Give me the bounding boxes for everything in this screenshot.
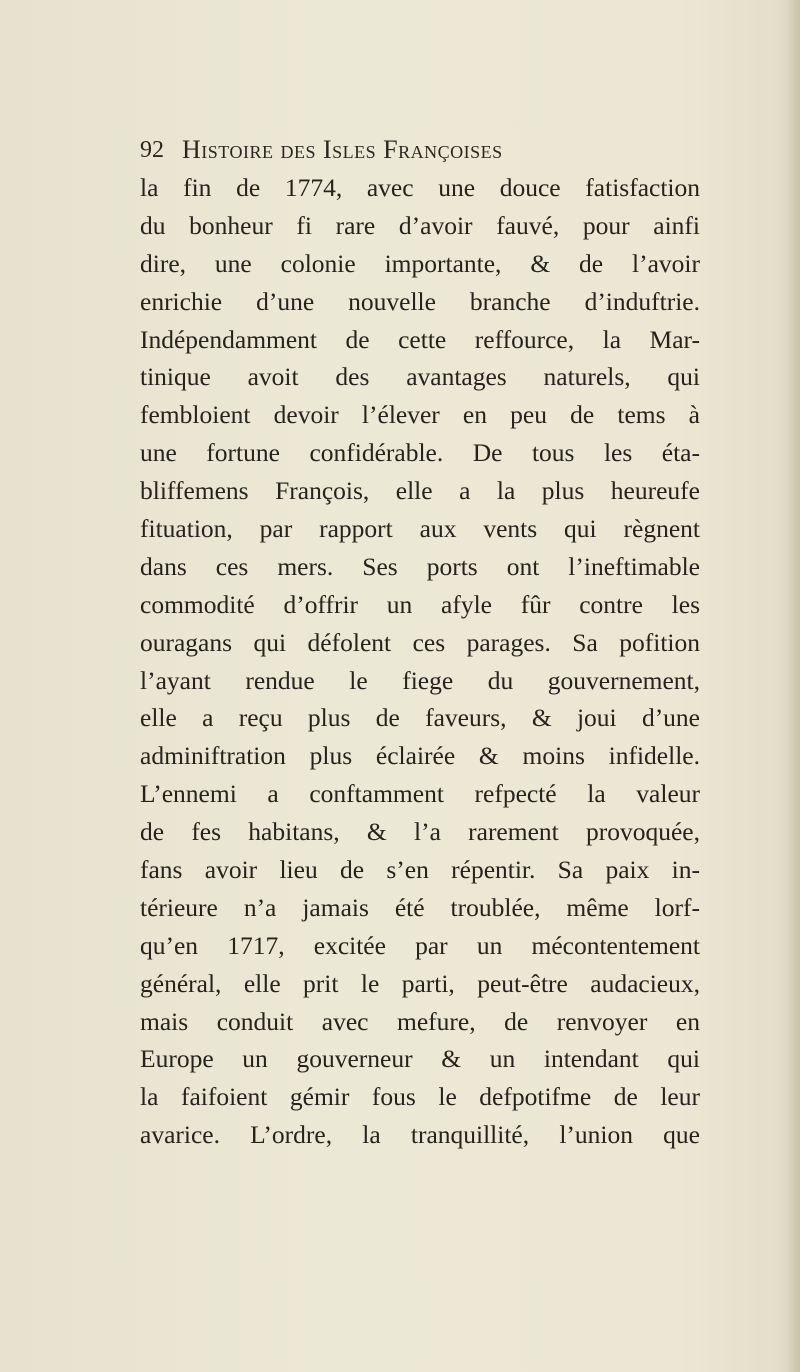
text-line: dire, une colonie importante, & de l’avoir [140,248,700,278]
page-header [140,132,700,168]
text-line: bliffemens François, elle a la plus heureufe [140,476,700,506]
text-line: térieure n’a jamais été troublée, même lorf- [140,892,700,922]
text-line: elle a reçu plus de faveurs, & joui d’une [140,703,700,733]
text-line: fembloient devoir l’élever en peu de tems à [140,400,700,430]
text-line: commodité d’offrir un afyle fûr contre les [140,589,700,619]
text-line: L’ennemi a conftamment refpecté la valeur [140,779,700,809]
text-line: l’ayant rendue le fiege du gouvernement, [140,665,700,695]
running-head: Histoire des Isles Françoises [182,135,503,164]
page-edge-shadow [786,0,800,1372]
text-line: du bonheur fi rare d’avoir fauvé, pour ainfi [140,210,700,240]
text-line: fituation, par rapport aux vents qui règnent [140,514,700,544]
text-line: qu’en 1717, excitée par un mécontentement [140,930,700,960]
body-text [140,169,700,1154]
text-line: mais conduit avec mefure, de renvoyer en [140,1006,700,1036]
text-line: ouragans qui défolent ces parages. Sa pofition [140,627,700,657]
text-line: la faifoient gémir fous le defpotifme de leur [140,1082,700,1112]
text-line: de fes habitans, & l’a rarement provoquée, [140,817,700,847]
text-line: une fortune confidérable. De tous les éta- [140,438,700,468]
text-line: Indépendamment de cette reffource, la Mar- [140,324,700,354]
text-line: avarice. L’ordre, la tranquillité, l’union que [140,1120,700,1150]
text-line: adminiftration plus éclairée & moins infidelle. [140,741,700,771]
text-line: la fin de 1774, avec une douce fatisfaction [140,173,700,202]
text-line: Europe un gouverneur & un intendant qui [140,1044,700,1074]
text-line: enrichie d’une nouvelle branche d’induftrie. [140,286,700,316]
text-line: fans avoir lieu de s’en répentir. Sa paix in- [140,855,700,885]
text-line: dans ces mers. Ses ports ont l’ineftimable [140,551,700,581]
page-number: 92 [140,137,164,163]
text-line: général, elle prit le parti, peut-être audacieux, [140,968,700,998]
text-line: tinique avoit des avantages naturels, qui [140,362,700,392]
